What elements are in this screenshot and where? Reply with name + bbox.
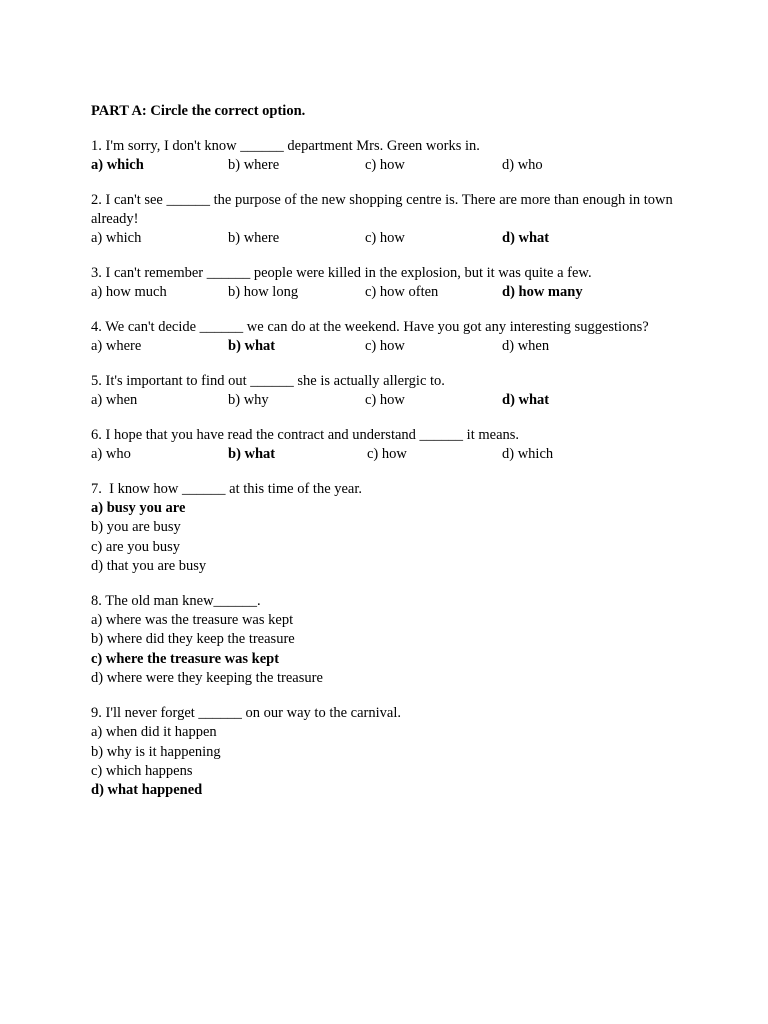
- option-c[interactable]: c) which happens: [91, 762, 193, 779]
- option-b[interactable]: b) you are busy: [91, 519, 181, 536]
- options-list: [91, 611, 701, 688]
- option-d[interactable]: d) when: [502, 338, 550, 354]
- question-text: 5. It's important to find out ______ she is actually allergic to.: [91, 373, 445, 389]
- question-7: [91, 480, 701, 576]
- option-a[interactable]: a) which: [91, 157, 144, 173]
- option-d[interactable]: d) how many: [502, 284, 583, 300]
- option-d[interactable]: d) what: [502, 392, 550, 408]
- option-c[interactable]: c) how often: [365, 284, 439, 300]
- option-b[interactable]: b) what: [228, 446, 276, 462]
- question-1: [91, 137, 701, 175]
- worksheet-title: PART A: Circle the correct option.: [91, 103, 306, 119]
- option-d[interactable]: d) where were they keeping the treasure: [91, 670, 323, 687]
- option-a[interactable]: a) where: [91, 338, 142, 354]
- question-9: [91, 704, 701, 800]
- question-text: 7. I know how ______ at this time of the year.: [91, 481, 363, 497]
- options-row: [91, 229, 701, 248]
- question-3: [91, 264, 701, 302]
- option-a[interactable]: a) which: [91, 230, 142, 246]
- options-row: [91, 283, 701, 302]
- question-5: [91, 372, 701, 410]
- option-c[interactable]: c) how: [367, 446, 407, 462]
- question-text: 4. We can't decide ______ we can do at the weekend. Have you got any interesting suggestions?: [91, 319, 649, 335]
- options-list: [91, 723, 701, 800]
- option-a[interactable]: a) how much: [91, 284, 167, 300]
- question-text: 3. I can't remember ______ people were killed in the explosion, but it was quite a few.: [91, 265, 592, 281]
- option-d[interactable]: d) what happened: [91, 782, 203, 799]
- option-b[interactable]: b) why: [228, 392, 269, 408]
- option-a[interactable]: a) when did it happen: [91, 724, 217, 741]
- option-a[interactable]: a) who: [91, 446, 131, 462]
- option-c[interactable]: c) how: [365, 338, 405, 354]
- option-b[interactable]: b) where: [228, 157, 280, 173]
- option-d[interactable]: d) which: [502, 446, 554, 462]
- option-b[interactable]: b) why is it happening: [91, 743, 221, 760]
- question-text: 2. I can't see ______ the purpose of the new shopping centre is. There are more than enough in town already!: [91, 192, 673, 227]
- question-text: 9. I'll never forget ______ on our way to the carnival.: [91, 705, 401, 722]
- question-8: [91, 592, 701, 688]
- options-row: [91, 445, 701, 464]
- options-row: [91, 391, 701, 410]
- question-text: 8. The old man knew______.: [91, 593, 261, 610]
- option-c[interactable]: c) how: [365, 230, 405, 246]
- option-d[interactable]: d) that you are busy: [91, 557, 207, 574]
- option-c[interactable]: c) where the treasure was kept: [91, 650, 280, 667]
- worksheet-page: [91, 101, 701, 817]
- option-b[interactable]: b) where: [228, 230, 280, 246]
- option-a[interactable]: a) busy you are: [91, 500, 186, 516]
- option-a[interactable]: a) where was the treasure was kept: [91, 612, 294, 629]
- option-c[interactable]: c) are you busy: [91, 538, 180, 555]
- options-row: [91, 337, 701, 356]
- options-row: [91, 156, 701, 175]
- question-text: 1. I'm sorry, I don't know ______ department Mrs. Green works in.: [91, 138, 480, 154]
- option-b[interactable]: b) what: [228, 338, 276, 354]
- question-6: [91, 426, 701, 464]
- question-text: 6. I hope that you have read the contract and understand ______ it means.: [91, 427, 520, 443]
- option-d[interactable]: d) who: [502, 157, 543, 173]
- question-2: [91, 191, 701, 248]
- option-d[interactable]: d) what: [502, 230, 550, 246]
- option-b[interactable]: b) where did they keep the treasure: [91, 631, 295, 648]
- options-list: [91, 499, 701, 576]
- option-c[interactable]: c) how: [365, 392, 405, 408]
- option-c[interactable]: c) how: [365, 157, 405, 173]
- option-a[interactable]: a) when: [91, 392, 138, 408]
- question-4: [91, 318, 701, 356]
- option-b[interactable]: b) how long: [228, 284, 299, 300]
